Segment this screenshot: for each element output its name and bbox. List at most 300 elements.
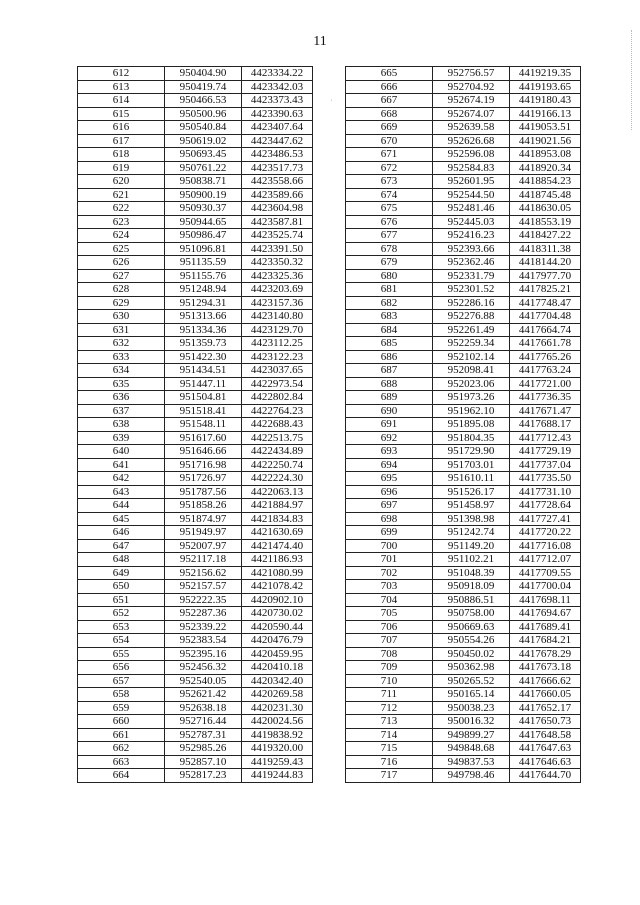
y-coordinate-cell: 4417720.22 bbox=[510, 526, 581, 540]
table-row bbox=[78, 418, 313, 432]
y-coordinate-cell: 4423525.74 bbox=[242, 229, 313, 243]
point-number-cell: 704 bbox=[346, 593, 433, 607]
point-number-cell: 711 bbox=[346, 688, 433, 702]
y-coordinate-cell: 4420024.56 bbox=[242, 715, 313, 729]
point-number-cell: 625 bbox=[78, 242, 165, 256]
x-coordinate-cell: 950986.47 bbox=[165, 229, 242, 243]
x-coordinate-cell: 952544.50 bbox=[433, 188, 510, 202]
table-row bbox=[78, 283, 313, 297]
y-coordinate-cell: 4418953.08 bbox=[510, 148, 581, 162]
y-coordinate-cell: 4423373.43 bbox=[242, 94, 313, 108]
table-row bbox=[346, 701, 581, 715]
point-number-cell: 659 bbox=[78, 701, 165, 715]
x-coordinate-cell: 952222.35 bbox=[165, 593, 242, 607]
y-coordinate-cell: 4417698.11 bbox=[510, 593, 581, 607]
point-number-cell: 668 bbox=[346, 107, 433, 121]
table-row bbox=[78, 458, 313, 472]
point-number-cell: 696 bbox=[346, 485, 433, 499]
table-row bbox=[346, 269, 581, 283]
x-coordinate-cell: 949848.68 bbox=[433, 742, 510, 756]
point-number-cell: 676 bbox=[346, 215, 433, 229]
point-number-cell: 616 bbox=[78, 121, 165, 135]
x-coordinate-cell: 949899.27 bbox=[433, 728, 510, 742]
y-coordinate-cell: 4419320.00 bbox=[242, 742, 313, 756]
point-number-cell: 613 bbox=[78, 80, 165, 94]
table-row bbox=[78, 337, 313, 351]
table-row bbox=[78, 512, 313, 526]
y-coordinate-cell: 4418553.19 bbox=[510, 215, 581, 229]
table-row bbox=[346, 499, 581, 513]
point-number-cell: 686 bbox=[346, 350, 433, 364]
table-row bbox=[346, 377, 581, 391]
y-coordinate-cell: 4418427.22 bbox=[510, 229, 581, 243]
table-row bbox=[346, 202, 581, 216]
table-row bbox=[78, 350, 313, 364]
table-row bbox=[346, 242, 581, 256]
x-coordinate-cell: 952157.57 bbox=[165, 580, 242, 594]
point-number-cell: 661 bbox=[78, 728, 165, 742]
x-coordinate-cell: 952596.08 bbox=[433, 148, 510, 162]
scan-edge-artifact bbox=[629, 30, 632, 130]
table-row bbox=[78, 688, 313, 702]
point-number-cell: 639 bbox=[78, 431, 165, 445]
table-row bbox=[346, 296, 581, 310]
point-number-cell: 691 bbox=[346, 418, 433, 432]
x-coordinate-cell: 952023.06 bbox=[433, 377, 510, 391]
point-number-cell: 687 bbox=[346, 364, 433, 378]
table-row bbox=[78, 553, 313, 567]
table-row bbox=[346, 647, 581, 661]
y-coordinate-cell: 4417735.50 bbox=[510, 472, 581, 486]
table-row bbox=[346, 553, 581, 567]
y-coordinate-cell: 4417648.58 bbox=[510, 728, 581, 742]
x-coordinate-cell: 951874.97 bbox=[165, 512, 242, 526]
y-coordinate-cell: 4417727.41 bbox=[510, 512, 581, 526]
y-coordinate-cell: 4417652.17 bbox=[510, 701, 581, 715]
x-coordinate-cell: 950540.84 bbox=[165, 121, 242, 135]
y-coordinate-cell: 4417736.35 bbox=[510, 391, 581, 405]
y-coordinate-cell: 4422802.84 bbox=[242, 391, 313, 405]
y-coordinate-cell: 4419053.51 bbox=[510, 121, 581, 135]
point-number-cell: 667 bbox=[346, 94, 433, 108]
point-number-cell: 706 bbox=[346, 620, 433, 634]
table-row bbox=[78, 215, 313, 229]
table-row bbox=[346, 229, 581, 243]
table-row bbox=[78, 121, 313, 135]
table-row bbox=[346, 161, 581, 175]
x-coordinate-cell: 952857.10 bbox=[165, 755, 242, 769]
x-coordinate-cell: 952817.23 bbox=[165, 769, 242, 783]
x-coordinate-cell: 952362.46 bbox=[433, 256, 510, 270]
x-coordinate-cell: 951526.17 bbox=[433, 485, 510, 499]
y-coordinate-cell: 4421834.83 bbox=[242, 512, 313, 526]
y-coordinate-cell: 4420590.44 bbox=[242, 620, 313, 634]
point-number-cell: 664 bbox=[78, 769, 165, 783]
y-coordinate-cell: 4417977.70 bbox=[510, 269, 581, 283]
point-number-cell: 714 bbox=[346, 728, 433, 742]
point-number-cell: 689 bbox=[346, 391, 433, 405]
point-number-cell: 709 bbox=[346, 661, 433, 675]
point-number-cell: 674 bbox=[346, 188, 433, 202]
table-row bbox=[78, 701, 313, 715]
y-coordinate-cell: 4423486.53 bbox=[242, 148, 313, 162]
y-coordinate-cell: 4417689.41 bbox=[510, 620, 581, 634]
table-row bbox=[346, 215, 581, 229]
point-number-cell: 620 bbox=[78, 175, 165, 189]
x-coordinate-cell: 951135.59 bbox=[165, 256, 242, 270]
y-coordinate-cell: 4417660.05 bbox=[510, 688, 581, 702]
table-row bbox=[346, 107, 581, 121]
table-row bbox=[346, 661, 581, 675]
point-number-cell: 634 bbox=[78, 364, 165, 378]
x-coordinate-cell: 950450.02 bbox=[433, 647, 510, 661]
x-coordinate-cell: 951617.60 bbox=[165, 431, 242, 445]
table-row bbox=[346, 472, 581, 486]
table-row bbox=[346, 175, 581, 189]
table-row bbox=[78, 107, 313, 121]
point-number-cell: 654 bbox=[78, 634, 165, 648]
table-row bbox=[346, 364, 581, 378]
point-number-cell: 670 bbox=[346, 134, 433, 148]
point-number-cell: 717 bbox=[346, 769, 433, 783]
point-number-cell: 673 bbox=[346, 175, 433, 189]
x-coordinate-cell: 950038.23 bbox=[433, 701, 510, 715]
x-coordinate-cell: 951334.36 bbox=[165, 323, 242, 337]
point-number-cell: 646 bbox=[78, 526, 165, 540]
y-coordinate-cell: 4420730.02 bbox=[242, 607, 313, 621]
x-coordinate-cell: 952286.16 bbox=[433, 296, 510, 310]
point-number-cell: 612 bbox=[78, 67, 165, 81]
point-number-cell: 655 bbox=[78, 647, 165, 661]
x-coordinate-cell: 951646.66 bbox=[165, 445, 242, 459]
point-number-cell: 715 bbox=[346, 742, 433, 756]
x-coordinate-cell: 952102.14 bbox=[433, 350, 510, 364]
table-row bbox=[346, 67, 581, 81]
point-number-cell: 633 bbox=[78, 350, 165, 364]
table-row bbox=[78, 391, 313, 405]
point-number-cell: 643 bbox=[78, 485, 165, 499]
point-number-cell: 701 bbox=[346, 553, 433, 567]
x-coordinate-cell: 951294.31 bbox=[165, 296, 242, 310]
y-coordinate-cell: 4421080.99 bbox=[242, 566, 313, 580]
point-number-cell: 632 bbox=[78, 337, 165, 351]
point-number-cell: 662 bbox=[78, 742, 165, 756]
x-coordinate-cell: 952098.41 bbox=[433, 364, 510, 378]
y-coordinate-cell: 4417825.21 bbox=[510, 283, 581, 297]
y-coordinate-cell: 4423447.62 bbox=[242, 134, 313, 148]
point-number-cell: 618 bbox=[78, 148, 165, 162]
x-coordinate-cell: 950761.22 bbox=[165, 161, 242, 175]
y-coordinate-cell: 4423604.98 bbox=[242, 202, 313, 216]
table-row bbox=[346, 323, 581, 337]
table-row bbox=[78, 485, 313, 499]
y-coordinate-cell: 4423342.03 bbox=[242, 80, 313, 94]
y-coordinate-cell: 4417712.07 bbox=[510, 553, 581, 567]
x-coordinate-cell: 951102.21 bbox=[433, 553, 510, 567]
point-number-cell: 679 bbox=[346, 256, 433, 270]
table-row bbox=[78, 175, 313, 189]
y-coordinate-cell: 4423129.70 bbox=[242, 323, 313, 337]
y-coordinate-cell: 4417678.29 bbox=[510, 647, 581, 661]
y-coordinate-cell: 4423112.25 bbox=[242, 337, 313, 351]
y-coordinate-cell: 4417763.24 bbox=[510, 364, 581, 378]
table-row bbox=[346, 674, 581, 688]
y-coordinate-cell: 4418854.23 bbox=[510, 175, 581, 189]
y-coordinate-cell: 4417664.74 bbox=[510, 323, 581, 337]
x-coordinate-cell: 950265.52 bbox=[433, 674, 510, 688]
x-coordinate-cell: 951398.98 bbox=[433, 512, 510, 526]
table-row bbox=[78, 323, 313, 337]
point-number-cell: 637 bbox=[78, 404, 165, 418]
x-coordinate-cell: 952540.05 bbox=[165, 674, 242, 688]
point-number-cell: 680 bbox=[346, 269, 433, 283]
point-number-cell: 656 bbox=[78, 661, 165, 675]
x-coordinate-cell: 950944.65 bbox=[165, 215, 242, 229]
y-coordinate-cell: 4417709.55 bbox=[510, 566, 581, 580]
table-row bbox=[346, 755, 581, 769]
table-row bbox=[78, 148, 313, 162]
x-coordinate-cell: 951726.97 bbox=[165, 472, 242, 486]
x-coordinate-cell: 952416.23 bbox=[433, 229, 510, 243]
x-coordinate-cell: 950758.00 bbox=[433, 607, 510, 621]
y-coordinate-cell: 4423140.80 bbox=[242, 310, 313, 324]
table-row bbox=[346, 80, 581, 94]
table-row bbox=[78, 607, 313, 621]
x-coordinate-cell: 952393.66 bbox=[433, 242, 510, 256]
x-coordinate-cell: 950886.51 bbox=[433, 593, 510, 607]
x-coordinate-cell: 952445.03 bbox=[433, 215, 510, 229]
table-row bbox=[78, 377, 313, 391]
x-coordinate-cell: 951949.97 bbox=[165, 526, 242, 540]
y-coordinate-cell: 4417684.21 bbox=[510, 634, 581, 648]
table-row bbox=[346, 539, 581, 553]
y-coordinate-cell: 4417650.73 bbox=[510, 715, 581, 729]
point-number-cell: 644 bbox=[78, 499, 165, 513]
coordinates-table-left bbox=[77, 66, 313, 783]
table-row bbox=[78, 269, 313, 283]
point-number-cell: 636 bbox=[78, 391, 165, 405]
x-coordinate-cell: 952259.34 bbox=[433, 337, 510, 351]
y-coordinate-cell: 4421884.97 bbox=[242, 499, 313, 513]
table-row bbox=[78, 472, 313, 486]
point-number-cell: 692 bbox=[346, 431, 433, 445]
x-coordinate-cell: 952621.42 bbox=[165, 688, 242, 702]
y-coordinate-cell: 4418745.48 bbox=[510, 188, 581, 202]
table-row bbox=[346, 485, 581, 499]
y-coordinate-cell: 4419259.43 bbox=[242, 755, 313, 769]
point-number-cell: 678 bbox=[346, 242, 433, 256]
table-row bbox=[78, 728, 313, 742]
point-number-cell: 653 bbox=[78, 620, 165, 634]
point-number-cell: 645 bbox=[78, 512, 165, 526]
x-coordinate-cell: 951048.39 bbox=[433, 566, 510, 580]
table-row bbox=[78, 80, 313, 94]
table-row bbox=[346, 607, 581, 621]
y-coordinate-cell: 4422250.74 bbox=[242, 458, 313, 472]
x-coordinate-cell: 952301.52 bbox=[433, 283, 510, 297]
x-coordinate-cell: 951149.20 bbox=[433, 539, 510, 553]
point-number-cell: 693 bbox=[346, 445, 433, 459]
point-number-cell: 697 bbox=[346, 499, 433, 513]
x-coordinate-cell: 951242.74 bbox=[433, 526, 510, 540]
x-coordinate-cell: 950554.26 bbox=[433, 634, 510, 648]
table-row bbox=[78, 202, 313, 216]
y-coordinate-cell: 4423157.36 bbox=[242, 296, 313, 310]
table-row bbox=[346, 148, 581, 162]
x-coordinate-cell: 952674.19 bbox=[433, 94, 510, 108]
y-coordinate-cell: 4422513.75 bbox=[242, 431, 313, 445]
x-coordinate-cell: 950619.02 bbox=[165, 134, 242, 148]
y-coordinate-cell: 4423587.81 bbox=[242, 215, 313, 229]
table-row bbox=[78, 242, 313, 256]
y-coordinate-cell: 4417671.47 bbox=[510, 404, 581, 418]
point-number-cell: 699 bbox=[346, 526, 433, 540]
y-coordinate-cell: 4417688.17 bbox=[510, 418, 581, 432]
table-row bbox=[78, 593, 313, 607]
y-coordinate-cell: 4420269.58 bbox=[242, 688, 313, 702]
x-coordinate-cell: 952395.16 bbox=[165, 647, 242, 661]
y-coordinate-cell: 4417666.62 bbox=[510, 674, 581, 688]
x-coordinate-cell: 951434.51 bbox=[165, 364, 242, 378]
x-coordinate-cell: 952584.83 bbox=[433, 161, 510, 175]
scan-artifact-mark: ˌ bbox=[330, 92, 333, 101]
table-row bbox=[346, 337, 581, 351]
x-coordinate-cell: 951787.56 bbox=[165, 485, 242, 499]
table-row bbox=[346, 121, 581, 135]
table-row bbox=[346, 458, 581, 472]
x-coordinate-cell: 949798.46 bbox=[433, 769, 510, 783]
x-coordinate-cell: 951703.01 bbox=[433, 458, 510, 472]
y-coordinate-cell: 4423203.69 bbox=[242, 283, 313, 297]
point-number-cell: 682 bbox=[346, 296, 433, 310]
point-number-cell: 671 bbox=[346, 148, 433, 162]
y-coordinate-cell: 4421474.40 bbox=[242, 539, 313, 553]
table-row bbox=[346, 728, 581, 742]
y-coordinate-cell: 4418311.38 bbox=[510, 242, 581, 256]
x-coordinate-cell: 951716.98 bbox=[165, 458, 242, 472]
point-number-cell: 694 bbox=[346, 458, 433, 472]
point-number-cell: 666 bbox=[346, 80, 433, 94]
table-row bbox=[78, 580, 313, 594]
coordinates-table-right bbox=[345, 66, 581, 783]
y-coordinate-cell: 4420902.10 bbox=[242, 593, 313, 607]
x-coordinate-cell: 951518.41 bbox=[165, 404, 242, 418]
table-row bbox=[346, 634, 581, 648]
table-row bbox=[78, 404, 313, 418]
coordinates-table-left-body bbox=[78, 67, 313, 783]
x-coordinate-cell: 950500.96 bbox=[165, 107, 242, 121]
point-number-cell: 622 bbox=[78, 202, 165, 216]
x-coordinate-cell: 951804.35 bbox=[433, 431, 510, 445]
x-coordinate-cell: 952674.07 bbox=[433, 107, 510, 121]
table-row bbox=[78, 188, 313, 202]
table-row bbox=[78, 661, 313, 675]
table-row bbox=[78, 67, 313, 81]
x-coordinate-cell: 951858.26 bbox=[165, 499, 242, 513]
y-coordinate-cell: 4417661.78 bbox=[510, 337, 581, 351]
point-number-cell: 641 bbox=[78, 458, 165, 472]
x-coordinate-cell: 952626.68 bbox=[433, 134, 510, 148]
y-coordinate-cell: 4423517.73 bbox=[242, 161, 313, 175]
table-row bbox=[346, 350, 581, 364]
y-coordinate-cell: 4423391.50 bbox=[242, 242, 313, 256]
x-coordinate-cell: 951096.81 bbox=[165, 242, 242, 256]
y-coordinate-cell: 4420410.18 bbox=[242, 661, 313, 675]
point-number-cell: 695 bbox=[346, 472, 433, 486]
table-row bbox=[346, 94, 581, 108]
point-number-cell: 705 bbox=[346, 607, 433, 621]
y-coordinate-cell: 4420476.79 bbox=[242, 634, 313, 648]
point-number-cell: 627 bbox=[78, 269, 165, 283]
y-coordinate-cell: 4418920.34 bbox=[510, 161, 581, 175]
table-row bbox=[346, 283, 581, 297]
x-coordinate-cell: 951610.11 bbox=[433, 472, 510, 486]
point-number-cell: 700 bbox=[346, 539, 433, 553]
point-number-cell: 707 bbox=[346, 634, 433, 648]
point-number-cell: 713 bbox=[346, 715, 433, 729]
y-coordinate-cell: 4422224.30 bbox=[242, 472, 313, 486]
y-coordinate-cell: 4419193.65 bbox=[510, 80, 581, 94]
table-row bbox=[78, 620, 313, 634]
x-coordinate-cell: 952985.26 bbox=[165, 742, 242, 756]
x-coordinate-cell: 951504.81 bbox=[165, 391, 242, 405]
table-row bbox=[346, 404, 581, 418]
point-number-cell: 642 bbox=[78, 472, 165, 486]
table-row bbox=[346, 566, 581, 580]
y-coordinate-cell: 4419838.92 bbox=[242, 728, 313, 742]
x-coordinate-cell: 951973.26 bbox=[433, 391, 510, 405]
point-number-cell: 683 bbox=[346, 310, 433, 324]
y-coordinate-cell: 4423589.66 bbox=[242, 188, 313, 202]
x-coordinate-cell: 952756.57 bbox=[433, 67, 510, 81]
point-number-cell: 647 bbox=[78, 539, 165, 553]
y-coordinate-cell: 4422688.43 bbox=[242, 418, 313, 432]
point-number-cell: 624 bbox=[78, 229, 165, 243]
x-coordinate-cell: 950669.63 bbox=[433, 620, 510, 634]
point-number-cell: 716 bbox=[346, 755, 433, 769]
point-number-cell: 658 bbox=[78, 688, 165, 702]
point-number-cell: 615 bbox=[78, 107, 165, 121]
point-number-cell: 710 bbox=[346, 674, 433, 688]
x-coordinate-cell: 950404.90 bbox=[165, 67, 242, 81]
point-number-cell: 621 bbox=[78, 188, 165, 202]
x-coordinate-cell: 952601.95 bbox=[433, 175, 510, 189]
x-coordinate-cell: 950466.53 bbox=[165, 94, 242, 108]
point-number-cell: 660 bbox=[78, 715, 165, 729]
table-row bbox=[346, 688, 581, 702]
point-number-cell: 712 bbox=[346, 701, 433, 715]
table-row bbox=[78, 499, 313, 513]
y-coordinate-cell: 4417646.63 bbox=[510, 755, 581, 769]
x-coordinate-cell: 951962.10 bbox=[433, 404, 510, 418]
x-coordinate-cell: 951359.73 bbox=[165, 337, 242, 351]
y-coordinate-cell: 4417694.67 bbox=[510, 607, 581, 621]
y-coordinate-cell: 4423390.63 bbox=[242, 107, 313, 121]
y-coordinate-cell: 4423334.22 bbox=[242, 67, 313, 81]
y-coordinate-cell: 4417704.48 bbox=[510, 310, 581, 324]
y-coordinate-cell: 4419244.83 bbox=[242, 769, 313, 783]
table-row bbox=[78, 94, 313, 108]
x-coordinate-cell: 951895.08 bbox=[433, 418, 510, 432]
point-number-cell: 677 bbox=[346, 229, 433, 243]
point-number-cell: 614 bbox=[78, 94, 165, 108]
point-number-cell: 665 bbox=[346, 67, 433, 81]
x-coordinate-cell: 952787.31 bbox=[165, 728, 242, 742]
page-number: 11 bbox=[313, 34, 327, 49]
x-coordinate-cell: 951729.90 bbox=[433, 445, 510, 459]
y-coordinate-cell: 4417737.04 bbox=[510, 458, 581, 472]
x-coordinate-cell: 950362.98 bbox=[433, 661, 510, 675]
